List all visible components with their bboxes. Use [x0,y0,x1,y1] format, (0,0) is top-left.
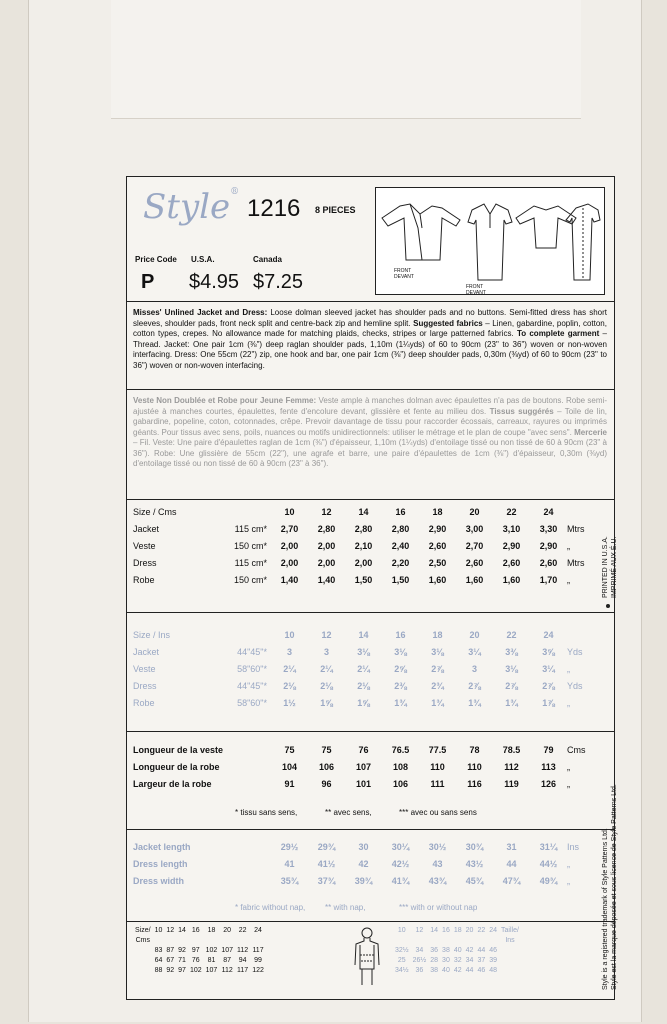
table-row: Jacket length 29½ 29¾ 30 30¼ 30½ 30¾ 31 31¼ Ins [133,841,580,852]
desc-en-title: Misses' Unlined Jacket and Dress: [133,308,268,317]
description-french [133,396,607,470]
desc-fr-text: Veste ample à manches dolman avec épaulettes n'a pas de boutons. Robe semi-ajustée à manches courtes, épaulettes, fente d'encolure devant, glissière et fente au milieu dos. [133,396,607,416]
note-en-2: ** with nap, [325,903,366,912]
divider [127,389,614,390]
usa-label: U.S.A. [191,255,215,264]
table-row: Jacket 44"45"* 3 3 3⅛ 3⅛ 3⅛ 3¼ 3⅜ 3⅝ Yds [133,646,583,657]
printed-in-usa: PRINTED IN U.S.A. [602,536,609,598]
table-row: Veste 150 cm* 2,00 2,00 2,10 2,40 2,60 2,70 2,90 2,90 „ [133,540,570,551]
desc-fr-fabrics-label: Tissus suggérés [489,406,554,416]
table-row: Ins [505,936,515,944]
imperial-yardage-table [133,626,595,711]
table-row: 83 87 92 97 102 107 112 117 [154,946,264,954]
table-row: Dress 44"45"* 2⅛ 2⅛ 2⅛ 2⅜ 2¾ 2⅞ 2⅞ 2⅞ Yds [133,680,583,691]
pattern-number: 1216 [247,195,301,222]
imprime-aux-eu: IMPRIMÉ AUX É.U. [611,536,618,598]
note-en-1: * fabric without nap, [235,903,306,912]
price-code: P [141,271,155,293]
desc-fr-title: Veste Non Doublée et Robe pour Jeune Femme: [133,396,317,405]
envelope-back-panel [126,176,615,1000]
table-row: Longueur de la robe 104 106 107 108 110 110 112 113 „ [133,761,570,772]
desc-en-fabrics-label: Suggested fabrics [413,318,483,328]
table-row: Veste 58"60"* 2¼ 2¼ 2¼ 2⅝ 2⅞ 3 3⅛ 3¼ „ [133,663,570,674]
divider [127,829,614,830]
desc-fr-complete-label: Mercerie [574,427,607,437]
table-row: Robe 150 cm* 1,40 1,40 1,50 1,50 1,60 1,60 1,60 1,70 „ [133,574,570,585]
table-row: Jacket 115 cm* 2,70 2,80 2,80 2,80 2,90 3,00 3,10 3,30 Mtrs [133,523,585,534]
garment-sketch [375,187,605,295]
table-row: Longueur de la veste 75 75 76 76.5 77.5 78 78.5 79 Cms [133,744,586,755]
divider [127,499,614,500]
table-row: Size / Cms 10 12 14 16 18 20 22 24 [133,506,554,517]
desc-en-text: Loose dolman sleeved jacket has shoulder pads and no buttons. Semi-fitted dress has short sleeves, shoulder pads, front neck split and centre-back zip and hemline split. [133,308,607,328]
desc-en-fabrics: – Linen, gabardine, poplin, cotton, cotton types, crepes. No allowance made for matching plaids, checks, stripes or large patterned fabrics. [133,318,607,338]
table-row: 25 26½ 28 30 32 34 37 39 [397,956,498,964]
table-row: Dress width 35¾ 37¾ 39¾ 41¾ 43¾ 45¾ 47¾ 49¾ „ [133,875,570,886]
piece-count: 8 PIECES [315,205,356,215]
desc-en-complete-label: To complete garment [516,329,600,338]
table-row: Largeur de la robe 91 96 101 106 111 116 119 126 „ [133,778,570,789]
bullet-dot [606,604,610,608]
note-fr-2: ** avec sens, [325,808,372,817]
divider [127,731,614,732]
sketch-front-label-2: FRONT DEVANT [466,284,486,296]
note-fr-3: *** avec ou sans sens [399,808,477,817]
desc-fr-fabrics: – Toile de lin, gabardine, popeline, coton, cotonnades, crêpe. Prevoir davantage de tissu pour raccorder écossais, carreaux, rayures ou imprimés géants. Pour tissus avec sens, poils, nuances ou motifs unidirectionnels: utiliser le métrage et le plan de coupe "avec sens". [133,406,607,437]
price-usa: $4.95 [189,271,240,293]
description-english [133,308,607,371]
canada-label: Canada [253,255,282,264]
body-measurements-cm [133,925,266,975]
price-canada: $7.25 [253,271,304,293]
table-row: 32½ 34 36 38 40 42 44 46 [395,946,498,954]
finished-measurements-cm [133,741,595,792]
price-code-label: Price Code [135,255,177,264]
pattern-envelope [28,0,642,1022]
table-row: Size / Ins 10 12 14 16 18 20 22 24 [133,629,554,640]
divider [127,301,614,302]
table-row: 88 92 97 102 107 112 117 122 [154,966,264,974]
divider [127,921,614,922]
note-en-3: *** with or without nap [399,903,478,912]
finished-measurements-in [133,838,595,889]
table-row: Robe 58"60"* 1½ 1⅝ 1⅝ 1¾ 1¾ 1¾ 1¾ 1⅞ „ [133,697,570,708]
metric-yardage-table [133,503,595,588]
body-measurements-in [393,925,521,975]
desc-fr-complete: – Fil. Veste: Une paire d'épaulettes raglan de 1cm (⅜") d'épaisseur, 1,10m (1¼yds) d'entoilage tissé ou non tissé de 60 à 90cm (23" à 36"). Robe: Une glissière de 55cm (22"), une agrafe et barre, une paire d'épaulettes de 1cm (⅜") d'épaisseur, 0,30m (⅜yd) d'entoilage tissé ou non tissé de 60 à 90cm (23" à 36"). [133,438,607,468]
table-row: Size/ 10 12 14 16 18 20 22 24 [135,926,262,934]
table-row: 64 67 71 76 81 87 94 99 [154,956,262,964]
table-row: Cms [135,936,150,944]
envelope-flap [111,0,581,119]
body-figure-icon [351,925,383,987]
note-fr-1: * tissu sans sens, [235,808,298,817]
trademark-notice: Style is a registered trademark of Style Patterns Ltd. [602,828,609,990]
table-row: 10 12 14 16 18 20 22 24 Taille/ [397,926,519,934]
style-logo: Style® [143,187,240,227]
table-row: Dress 115 cm* 2,00 2,00 2,00 2,20 2,50 2,60 2,60 2,60 Mtrs [133,557,585,568]
sketch-front-label: FRONT DEVANT [394,268,414,280]
table-row: Dress length 41 41½ 42 42½ 43 43½ 44 44½ „ [133,858,570,869]
trademark-notice-fr: Style est la marque déposée et sous licence de Style Patterns Ltd. [611,784,618,990]
divider [127,612,614,613]
table-row: 34½ 36 38 40 42 44 46 48 [395,966,498,974]
desc-en-complete: – Thread. Jacket: One pair 1cm (⅜") deep raglan shoulder pads, 1,10m (1¼yds) of 60 to 90cm (23" to 36") woven or non-woven interfacing. Dress: One 55cm (22") zip, one hook and bar, one pair 1cm (⅜") deep shoulder pads, 0,30m (⅜yd) of 60 to 90cm (23" to 36") woven or non-woven interfacing. [133,329,607,370]
